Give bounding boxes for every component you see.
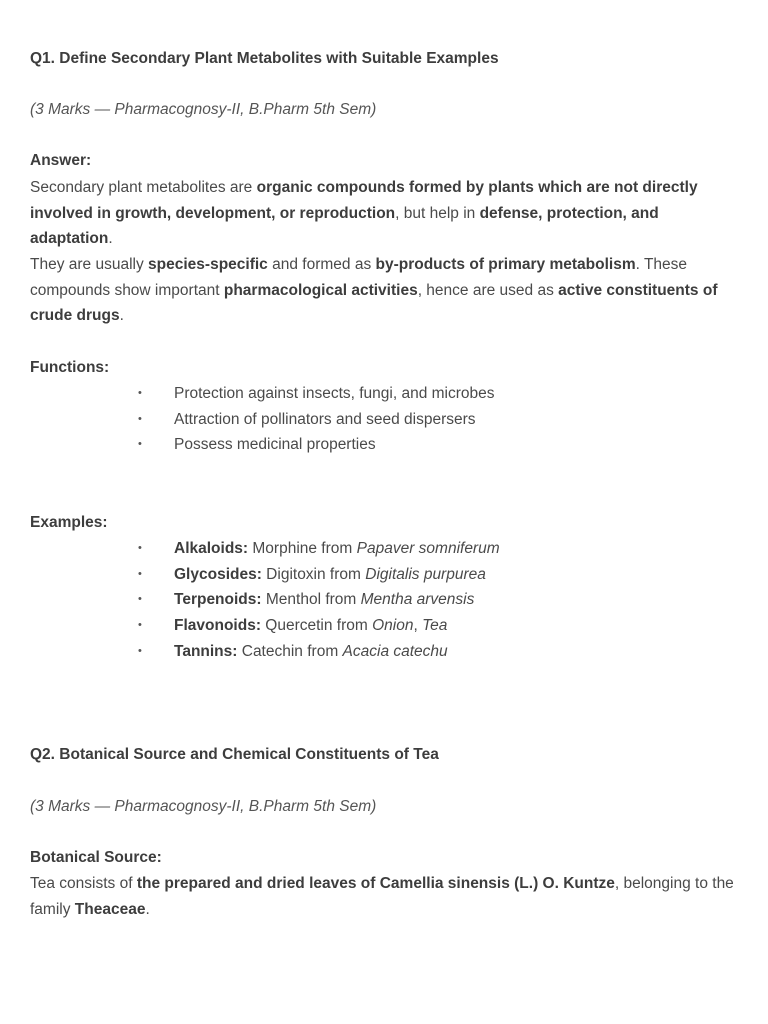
list-item: • Attraction of pollinators and seed dispersers bbox=[0, 407, 738, 433]
list-item: • Protection against insects, fungi, and microbes bbox=[0, 381, 738, 407]
list-item: • Alkaloids: Morphine from Papaver somniferum bbox=[0, 536, 738, 562]
examples-list bbox=[0, 536, 738, 665]
list-item: • Glycosides: Digitoxin from Digitalis purpurea bbox=[0, 562, 738, 588]
q2-title: Q2. Botanical Source and Chemical Constituents of Tea bbox=[30, 746, 439, 763]
q1-answer-label: Answer: bbox=[30, 152, 92, 169]
list-item: • Tannins: Catechin from Acacia catechu bbox=[0, 639, 738, 665]
q2-source-label: Botanical Source: bbox=[30, 849, 162, 866]
functions-list bbox=[0, 381, 738, 458]
q1-examples-label: Examples: bbox=[30, 514, 108, 531]
q1-marks: (3 Marks — Pharmacognosy-II, B.Pharm 5th Sem) bbox=[30, 101, 377, 118]
q1-description-paragraph: They are usually species-specific and formed as by-products of primary metabolism. These compounds show important pharmacological activities, hence are used as active constituents of crude drugs. bbox=[30, 256, 718, 325]
q2-marks: (3 Marks — Pharmacognosy-II, B.Pharm 5th Sem) bbox=[30, 798, 377, 815]
q1-title: Q1. Define Secondary Plant Metabolites with Suitable Examples bbox=[30, 50, 499, 67]
list-item: • Flavonoids: Quercetin from Onion, Tea bbox=[0, 613, 738, 639]
list-item: • Possess medicinal properties bbox=[0, 432, 738, 458]
q1-functions-label: Functions: bbox=[30, 359, 110, 376]
q2-source-paragraph: Tea consists of the prepared and dried leaves of Camellia sinensis (L.) O. Kuntze, belonging to the family Theaceae. bbox=[30, 875, 734, 918]
q1-definition-paragraph: Secondary plant metabolites are organic compounds formed by plants which are not directly involved in growth, development, or reproduction, but help in defense, protection, and adaptation. bbox=[30, 179, 698, 248]
list-item: • Terpenoids: Menthol from Mentha arvensis bbox=[0, 587, 738, 613]
